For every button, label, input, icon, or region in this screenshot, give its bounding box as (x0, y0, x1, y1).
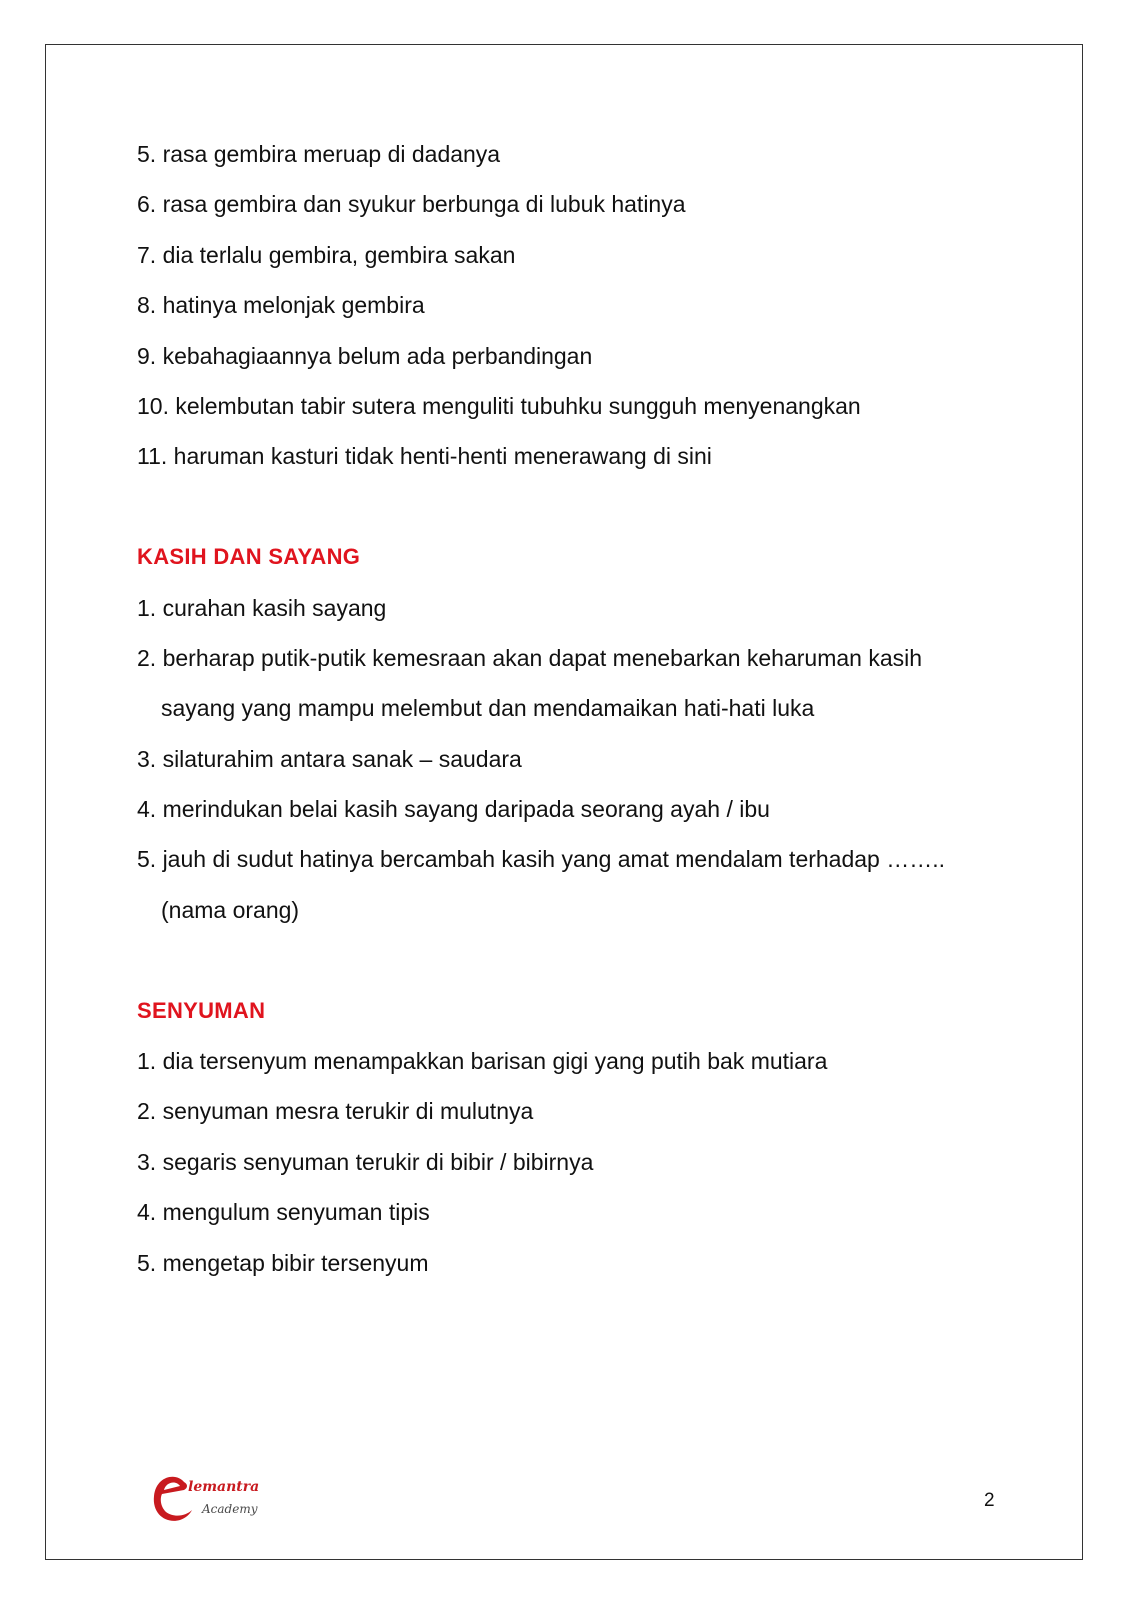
list-item: 10. kelembutan tabir sutera menguliti tubuhku sungguh menyenangkan (137, 392, 861, 419)
list-item: 2. senyuman mesra terukir di mulutnya (137, 1098, 534, 1125)
list-item: 1. curahan kasih sayang (137, 594, 387, 621)
list-item-continuation: (nama orang) (161, 896, 300, 923)
list-item: 5. jauh di sudut hatinya bercambah kasih yang amat mendalam terhadap …….. (137, 846, 946, 873)
page-number: 2 (984, 1490, 995, 1511)
section-spacer (137, 482, 1037, 532)
list-item: 4. mengulum senyuman tipis (137, 1199, 430, 1226)
list-item: 1. dia tersenyum menampakkan barisan gigi yang putih bak mutiara (137, 1048, 828, 1075)
list-item: 3. silaturahim antara sanak – saudara (137, 745, 522, 772)
document-body (137, 129, 1037, 1288)
list-item: 8. hatinya melonjak gembira (137, 292, 425, 319)
list-item: 7. dia terlalu gembira, gembira sakan (137, 241, 516, 268)
logo-e-icon (150, 1468, 200, 1528)
list-item: 6. rasa gembira dan syukur berbunga di lubuk hatinya (137, 191, 686, 218)
list-item: 4. merindukan belai kasih sayang daripada seorang ayah / ibu (137, 796, 770, 823)
section-spacer (137, 935, 1037, 985)
section-heading-kasih: KASIH DAN SAYANG (137, 544, 361, 570)
logo-wordmark: lemantra (188, 1479, 260, 1495)
elemantra-logo (150, 1468, 270, 1532)
list-item: 9. kebahagiaannya belum ada perbandingan (137, 342, 593, 369)
logo-subtitle: Academy (202, 1502, 258, 1516)
list-item: 3. segaris senyuman terukir di bibir / bibirnya (137, 1148, 594, 1175)
list-item: 5. rasa gembira meruap di dadanya (137, 141, 501, 167)
list-item-continuation: sayang yang mampu melembut dan mendamaikan hati-hati luka (161, 695, 815, 722)
list-item: 11. haruman kasturi tidak henti-henti menerawang di sini (137, 443, 712, 470)
list-item: 5. mengetap bibir tersenyum (137, 1249, 429, 1276)
section-heading-senyuman: SENYUMAN (137, 997, 266, 1023)
list-item: 2. berharap putik-putik kemesraan akan dapat menebarkan keharuman kasih (137, 644, 923, 671)
